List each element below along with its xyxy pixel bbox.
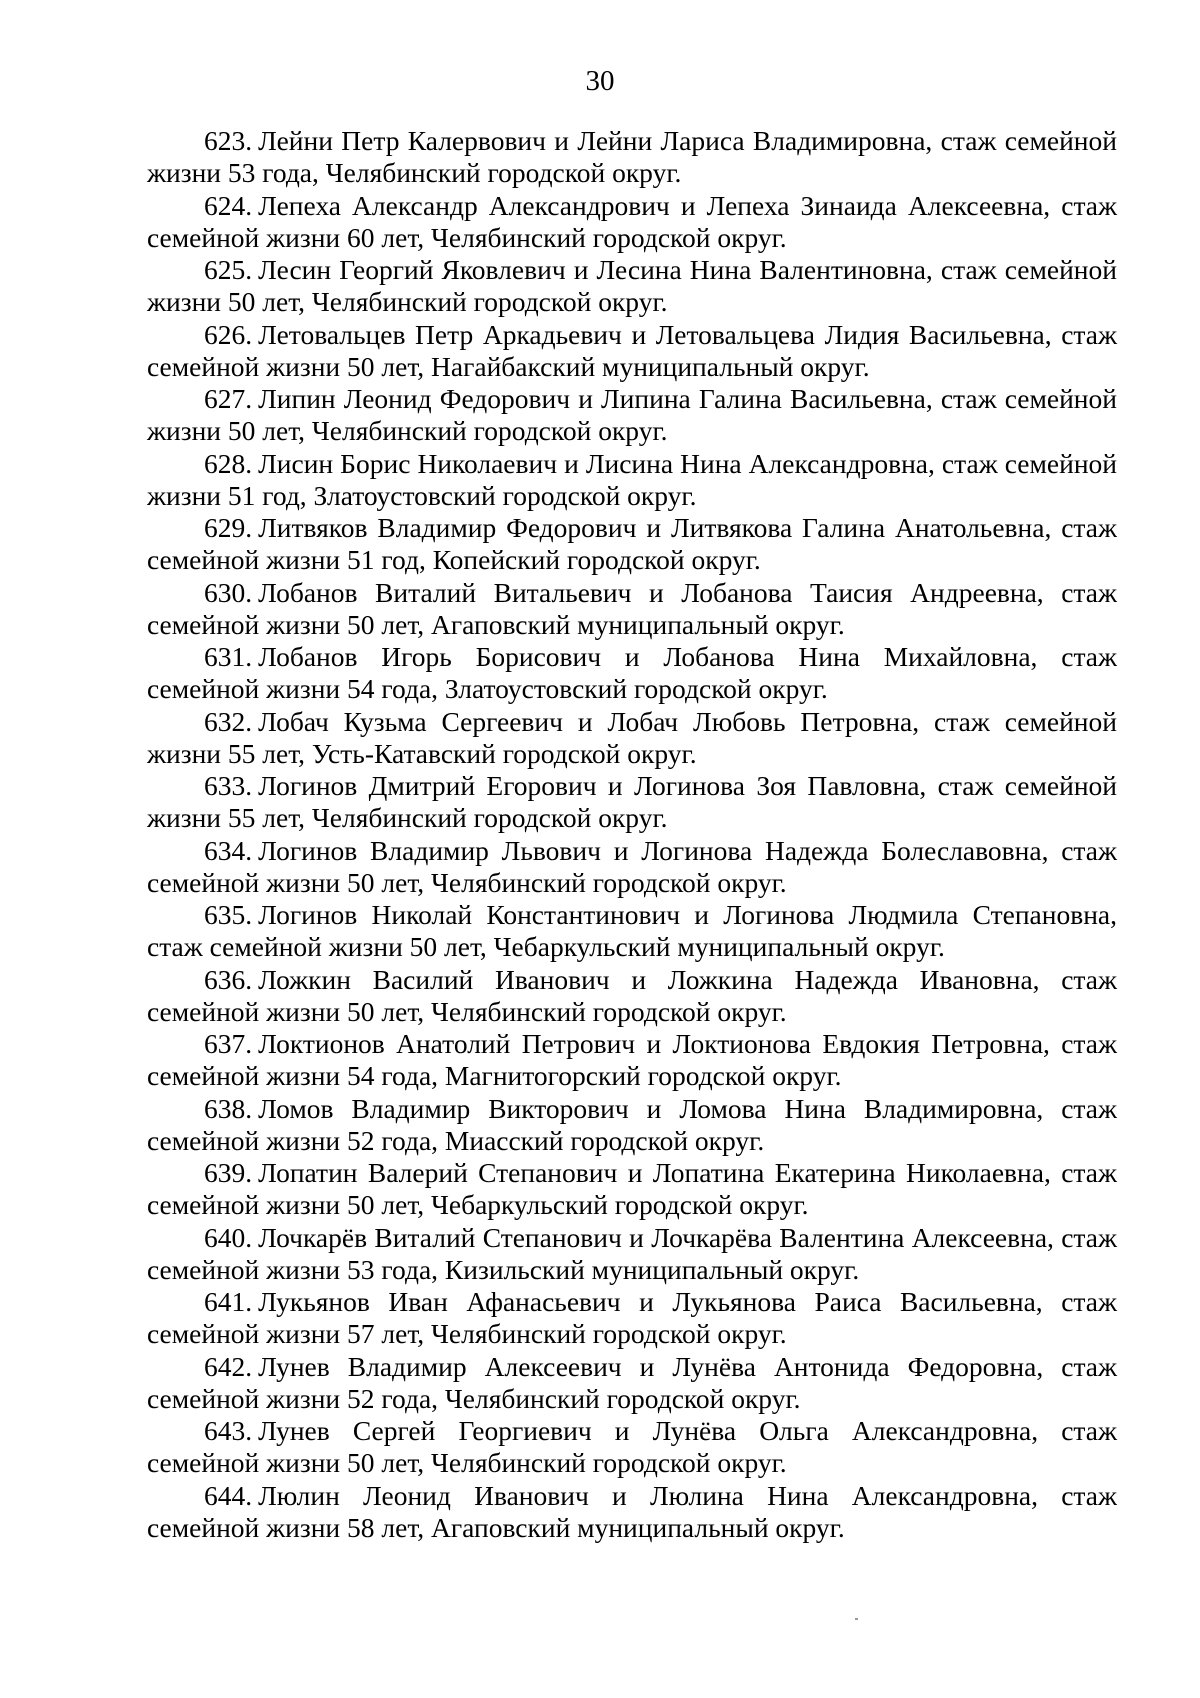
entry-text: Лочкарёв Виталий Степанович и Лочкарёва Валентина Алексеевна, стаж семейной жизни 53 года, Кизильский муниципальный округ.	[147, 1221, 1117, 1285]
entry-number: 624.	[204, 189, 253, 221]
list-item	[147, 1415, 1117, 1479]
entry-text: Ложкин Василий Иванович и Ложкина Надежда Ивановна, стаж семейной жизни 50 лет, Челябинский городской округ.	[147, 963, 1117, 1027]
entry-number: 639.	[204, 1157, 253, 1188]
list-item	[147, 125, 1117, 189]
entry-text: Лисин Борис Николаевич и Лисина Нина Александровна, стаж семейной жизни 51 год, Златоустовский городской округ.	[147, 447, 1117, 511]
scan-artifact	[855, 1618, 858, 1620]
entry-text: Летовальцев Петр Аркадьевич и Летовальцева Лидия Васильевна, стаж семейной жизни 50 лет, Нагайбакский муниципальный округ.	[147, 318, 1117, 382]
entry-number: 625.	[204, 254, 253, 285]
list-item	[147, 706, 1117, 770]
entry-text: Лунев Сергей Георгиевич и Лунёва Ольга Александровна, стаж семейной жизни 50 лет, Челябинский городской округ.	[147, 1415, 1117, 1478]
entry-text: Лунев Владимир Алексеевич и Лунёва Антонида Федоровна, стаж семейной жизни 52 года, Челябинский городской округ.	[147, 1350, 1117, 1414]
entry-number: 628.	[204, 447, 253, 479]
list-item	[147, 1351, 1117, 1415]
entry-text: Лесин Георгий Яковлевич и Лесина Нина Валентиновна, стаж семейной жизни 50 лет, Челябинский городской округ.	[147, 254, 1117, 317]
entry-text: Лукьянов Иван Афанасьевич и Лукьянова Раиса Васильевна, стаж семейной жизни 57 лет, Челябинский городской округ.	[147, 1286, 1117, 1349]
list-item	[147, 1028, 1117, 1092]
entry-text: Люлин Леонид Иванович и Люлина Нина Александровна, стаж семейной жизни 58 лет, Агаповский муниципальный округ.	[147, 1479, 1117, 1543]
list-item	[147, 254, 1117, 318]
list-item	[147, 383, 1117, 447]
entry-text: Логинов Дмитрий Егорович и Логинова Зоя Павловна, стаж семейной жизни 55 лет, Челябинский городской округ.	[147, 770, 1117, 833]
entry-number: 632.	[204, 705, 253, 737]
list-item	[147, 641, 1117, 705]
entry-number: 642.	[204, 1350, 253, 1382]
list-item	[147, 899, 1117, 963]
entry-text: Логинов Владимир Львович и Логинова Надежда Болеславовна, стаж семейной жизни 50 лет, Челябинский городской округ.	[147, 834, 1117, 898]
list-item	[147, 190, 1117, 254]
entry-number: 627.	[204, 383, 253, 414]
list-item	[147, 1222, 1117, 1286]
entry-text: Логинов Николай Константинович и Логинова Людмила Степановна, стаж семейной жизни 50 лет, Чебаркульский муниципальный округ.	[147, 899, 1117, 962]
entry-number: 641.	[204, 1286, 253, 1317]
entry-text: Лобанов Игорь Борисович и Лобанова Нина Михайловна, стаж семейной жизни 54 года, Златоустовский городской округ.	[147, 641, 1117, 704]
entry-number: 629.	[204, 512, 253, 543]
entry-number: 638.	[204, 1092, 253, 1124]
entry-number: 640.	[204, 1221, 253, 1253]
list-item	[147, 1157, 1117, 1221]
entry-number: 626.	[204, 318, 253, 350]
entry-number: 643.	[204, 1415, 253, 1446]
list-item	[147, 964, 1117, 1028]
entry-text: Локтионов Анатолий Петрович и Локтионова Евдокия Петровна, стаж семейной жизни 54 года, Магнитогорский городской округ.	[147, 1028, 1117, 1091]
entry-number: 637.	[204, 1028, 253, 1059]
entry-number: 644.	[204, 1479, 253, 1511]
entry-number: 633.	[204, 770, 253, 801]
list-item	[147, 1286, 1117, 1350]
list-item	[147, 1480, 1117, 1544]
list-item	[147, 512, 1117, 576]
entry-number: 635.	[204, 899, 253, 930]
page-number: 30	[585, 65, 615, 97]
list-item	[147, 448, 1117, 512]
entry-text: Лобач Кузьма Сергеевич и Лобач Любовь Петровна, стаж семейной жизни 55 лет, Усть-Катавский городской округ.	[147, 705, 1117, 769]
entry-number: 631.	[204, 641, 253, 672]
list-item	[147, 577, 1117, 641]
list-item	[147, 319, 1117, 383]
list-item	[147, 835, 1117, 899]
entry-text: Ломов Владимир Викторович и Ломова Нина Владимировна, стаж семейной жизни 52 года, Миасский городской округ.	[147, 1092, 1117, 1156]
entry-number: 634.	[204, 834, 253, 866]
entry-text: Лопатин Валерий Степанович и Лопатина Екатерина Николаевна, стаж семейной жизни 50 лет, Чебаркульский городской округ.	[147, 1157, 1117, 1220]
entry-text: Лепеха Александр Александрович и Лепеха Зинаида Алексеевна, стаж семейной жизни 60 лет, Челябинский городской округ.	[147, 189, 1117, 253]
entry-number: 630.	[204, 576, 253, 608]
entry-text: Лейни Петр Калервович и Лейни Лариса Владимировна, стаж семейной жизни 53 года, Челябинский городской округ.	[147, 125, 1117, 188]
list-item	[147, 1093, 1117, 1157]
entry-list	[147, 125, 1117, 1544]
entry-text: Литвяков Владимир Федорович и Литвякова Галина Анатольевна, стаж семейной жизни 51 год, Копейский городской округ.	[147, 512, 1117, 575]
entry-number: 636.	[204, 963, 253, 995]
entry-text: Лобанов Виталий Витальевич и Лобанова Таисия Андреевна, стаж семейной жизни 50 лет, Агаповский муниципальный округ.	[147, 576, 1117, 640]
entry-number: 623.	[204, 125, 253, 156]
list-item	[147, 770, 1117, 834]
entry-text: Липин Леонид Федорович и Липина Галина Васильевна, стаж семейной жизни 50 лет, Челябинский городской округ.	[147, 383, 1117, 446]
